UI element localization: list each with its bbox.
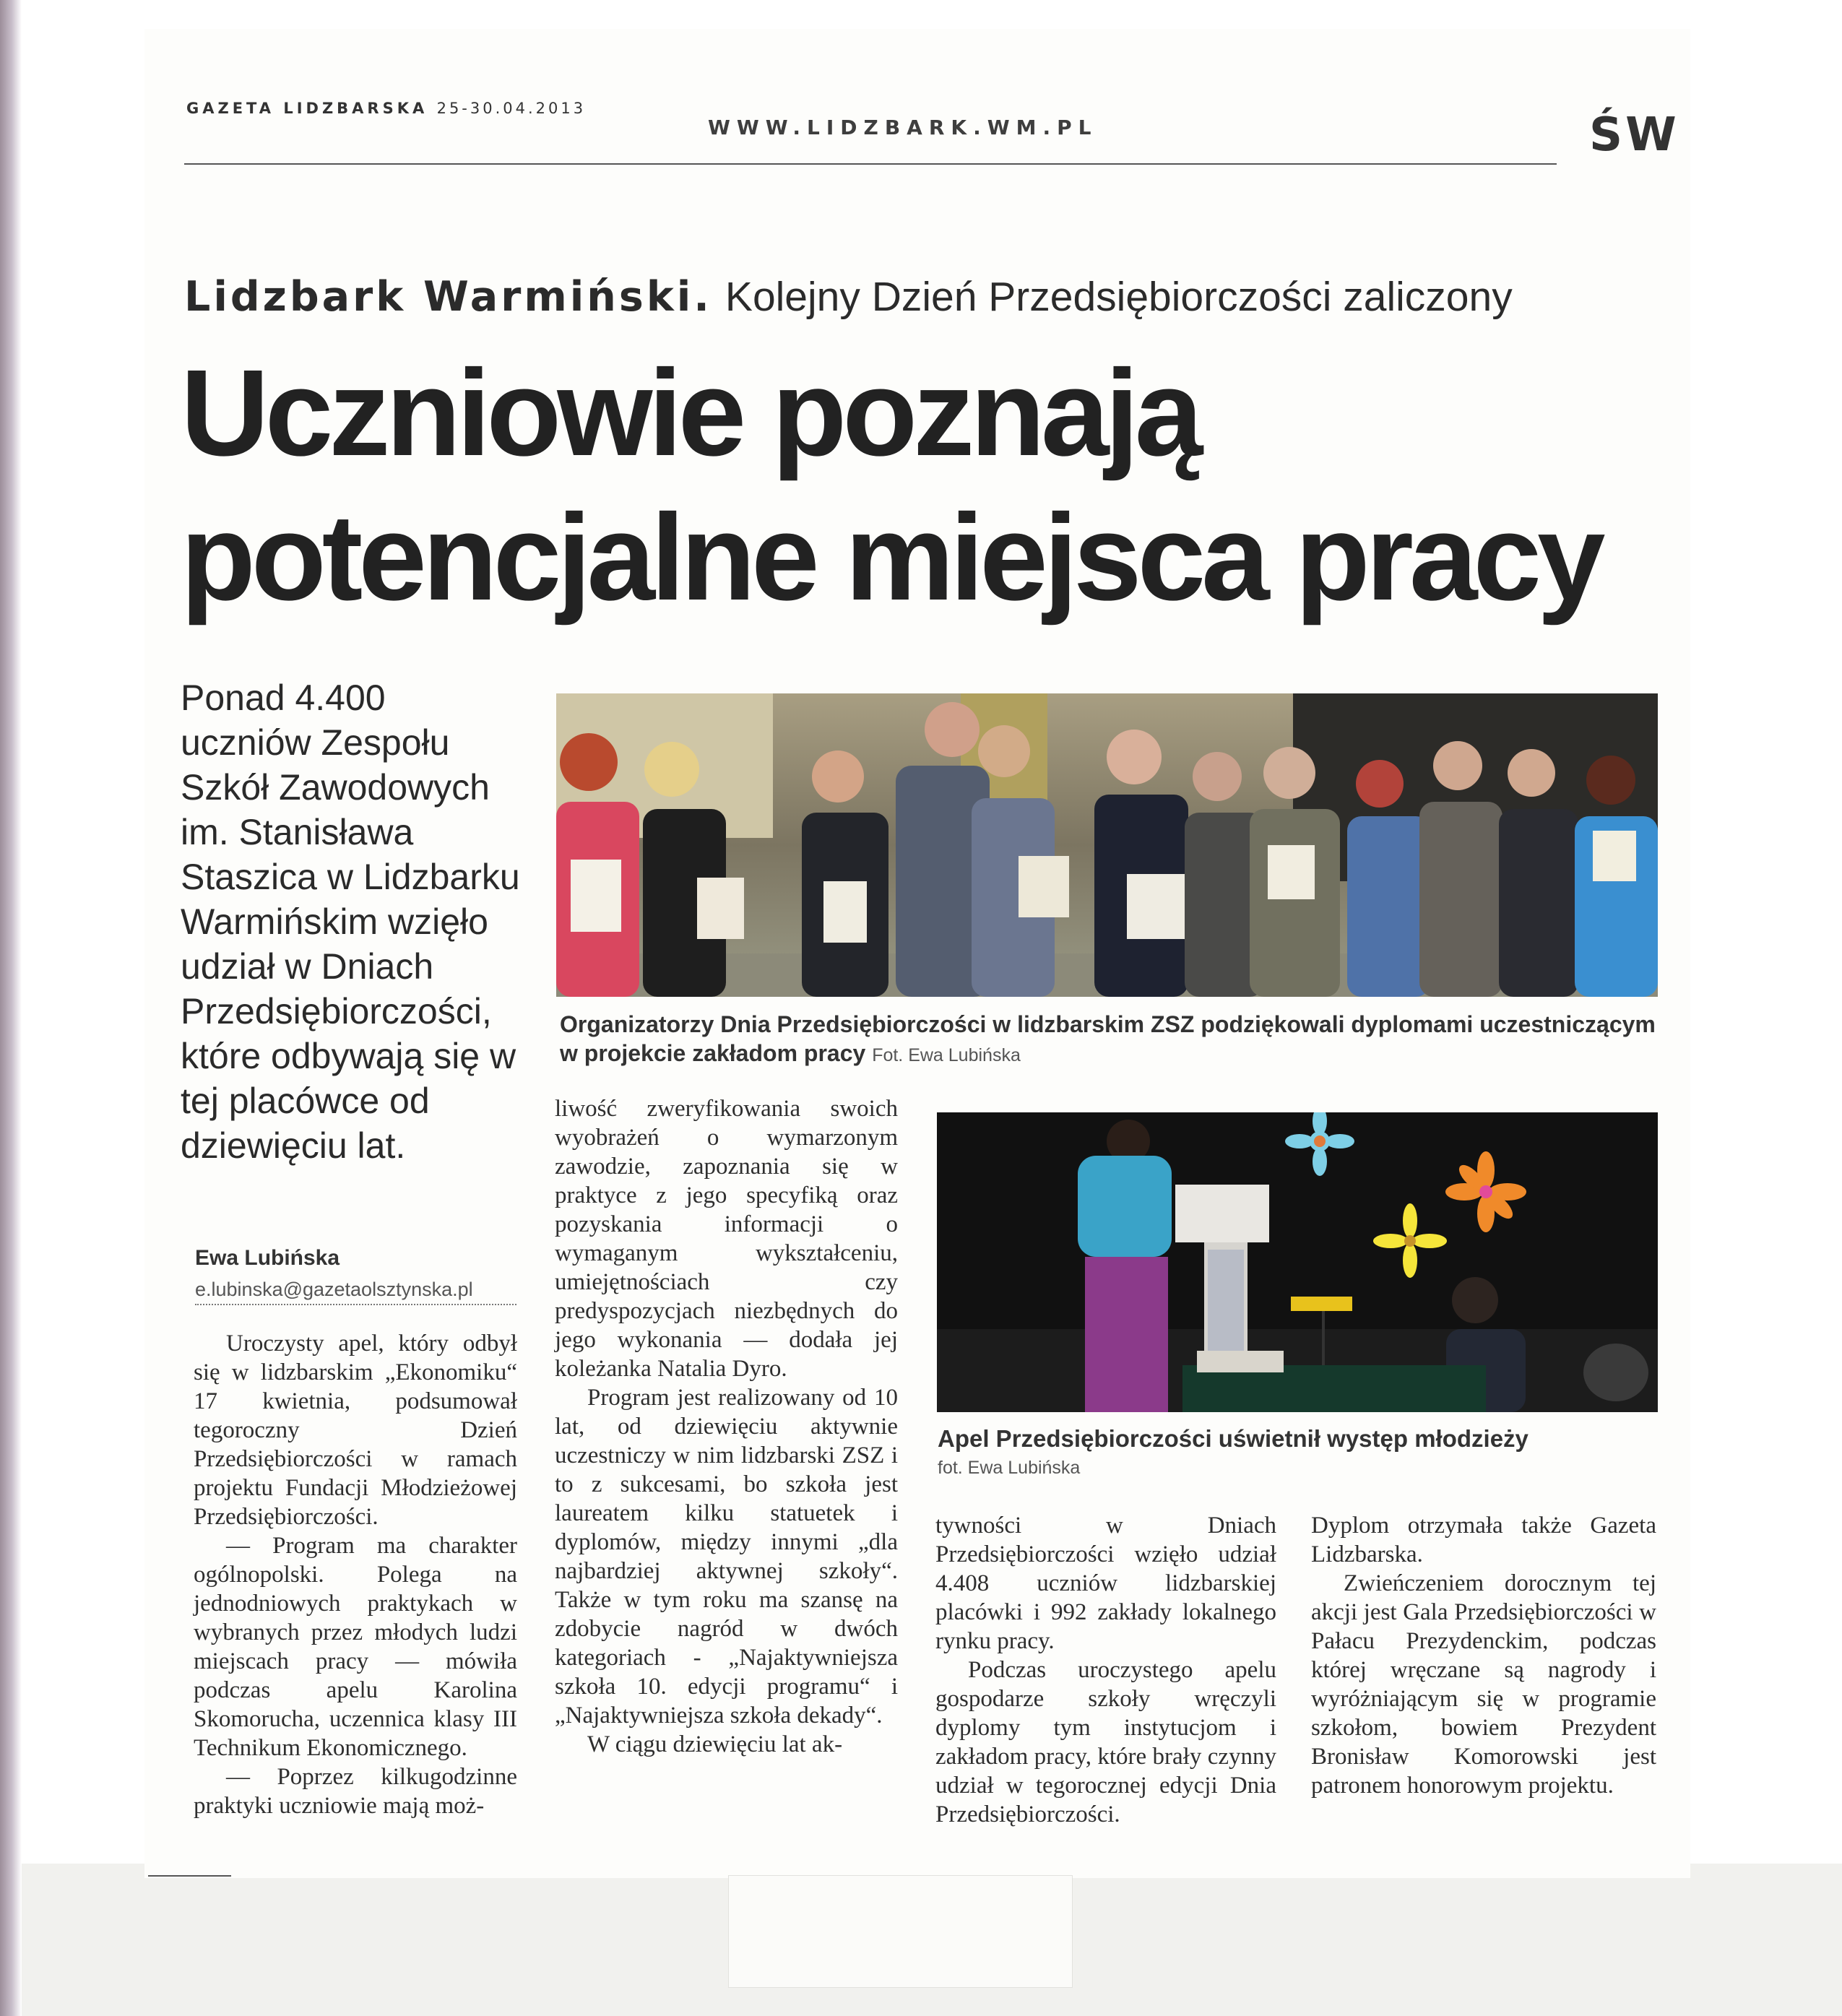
masthead-paper-name (186, 100, 586, 117)
article-column-3 (935, 1511, 1276, 1829)
photo-credit: fot. Ewa Lubińska (938, 1458, 1081, 1478)
paragraph: Zwieńczeniem dorocznym tej akcji jest Gala Przedsiębiorczości w Pałacu Prezydenckim, podczas której wręczane są nagrody i wyróżniającym się w programie szkołom, bowiem Prezydent Bronisław Komorowski jest patronem honorowym projektu. (1311, 1570, 1656, 1799)
photo-award-ceremony-image (556, 693, 1658, 997)
photo-credit: Fot. Ewa Lubińska (872, 1045, 1021, 1065)
article-lead: Ponad 4.400 uczniów Zespołu Szkół Zawodowych im. Stanisława Staszica w Lidzbarku Warmińskim wzięło udział w Dniach Przedsiębiorczości, które odbywają się w tej placówce od dziewięciu lat. (181, 678, 520, 1166)
caption-text: Organizatorzy Dnia Przedsiębiorczości w lidzbarskim ZSZ podziękowali dyplomami uczestniczącym w projekcie zakładom pracy (560, 1011, 1656, 1066)
paper-stub (728, 1875, 1073, 1988)
headline (181, 341, 1601, 630)
photo-award-ceremony-caption (560, 1010, 1658, 1070)
author-name: Ewa Lubińska (195, 1246, 340, 1270)
paragraph: — Program ma charakter ogólnopolski. Polega na jednodniowych praktykach w wybranych przez młodych ludzi miejscach pracy — mówiła podczas apelu Karolina Skomorucha, uczennica klasy III Technikum Ekonomicznego. (194, 1533, 517, 1761)
scan-edge-left (0, 0, 22, 2016)
article-column-2 (555, 1094, 898, 1759)
paragraph: Uroczysty apel, który odbył się w lidzbarskim „Ekonomiku“ 17 kwietnia, podsumował tegoroczny Dzień Przedsiębiorczości w ramach projektu Fundacji Młodzieżowej Przedsiębiorczości. (194, 1331, 517, 1530)
paragraph: Podczas uroczystego apelu gospodarze szkoły wręczyli dyplomy tym instytucjom i zakładom pracy, które brały czynny udział w tegorocznej edycji Dnia Przedsiębiorczości. (935, 1657, 1276, 1827)
masthead-website: WWW.LIDZBARK.WM.PL (708, 116, 1098, 139)
section-marker: ŚW (1589, 108, 1679, 162)
article-column-4 (1311, 1511, 1656, 1800)
article-column-1 (194, 1329, 517, 1820)
paragraph: Program jest realizowany od 10 lat, od dziewięciu aktywnie uczestniczy w nim lidzbarski ZSZ i to z sukcesami, bo szkoła jest laureatem kilku statuetek i dyplomów, między innymi „dla najbardziej aktywnej szkoły“. Także w tym roku ma szansę na zdobycie nagród w dwóch kategoriach - „Najaktywniejsza szkoła 10. edycji programu“ i „Najaktywniejsza szkoła dekady“. (555, 1385, 898, 1729)
paragraph: Dyplom otrzymała także Gazeta Lidzbarska. (1311, 1513, 1656, 1567)
footer-rule (148, 1875, 231, 1877)
kicker (184, 273, 1513, 321)
photo-stage-performance-image (937, 1112, 1658, 1412)
paragraph: tywności w Dniach Przedsiębiorczości wzięło udział 4.408 uczniów lidzbarskiej placówki i 992 zakłady lokalnego rynku pracy. (935, 1513, 1276, 1654)
headline-line-1: Uczniowie poznają (181, 345, 1199, 482)
paragraph: W ciągu dziewięciu lat ak- (587, 1731, 843, 1757)
masthead-rule (184, 163, 1557, 165)
paper-name: GAZETA LIDZBARSKA (186, 100, 428, 117)
photo-award-ceremony (556, 693, 1658, 997)
photo-stage-performance (937, 1112, 1658, 1412)
paragraph: liwość zweryfikowania swoich wyobrażeń o wymarzonym zawodzie, zapoznania się w praktyce z jego specyfiką oraz pozyskania informacji o wymaganym wykształceniu, umiejętnościach czy predyspozycjach niezbędnych do jego wykonania — dodała jej koleżanka Natalia Dyro. (555, 1096, 898, 1382)
paragraph: — Poprzez kilkugodzinne praktyki uczniowie mają moż- (194, 1764, 517, 1819)
photo-stage-performance-caption: Apel Przedsiębiorczości uświetnił występ młodzieży (938, 1425, 1528, 1452)
author-email: e.lubinska@gazetaolsztynska.pl (195, 1279, 516, 1305)
kicker-topic: Kolejny Dzień Przedsiębiorczości zaliczony (725, 274, 1513, 320)
headline-line-2: potencjalne miejsca pracy (181, 489, 1601, 626)
kicker-place: Lidzbark Warmiński. (184, 273, 712, 321)
issue-date: 25-30.04.2013 (436, 100, 587, 117)
